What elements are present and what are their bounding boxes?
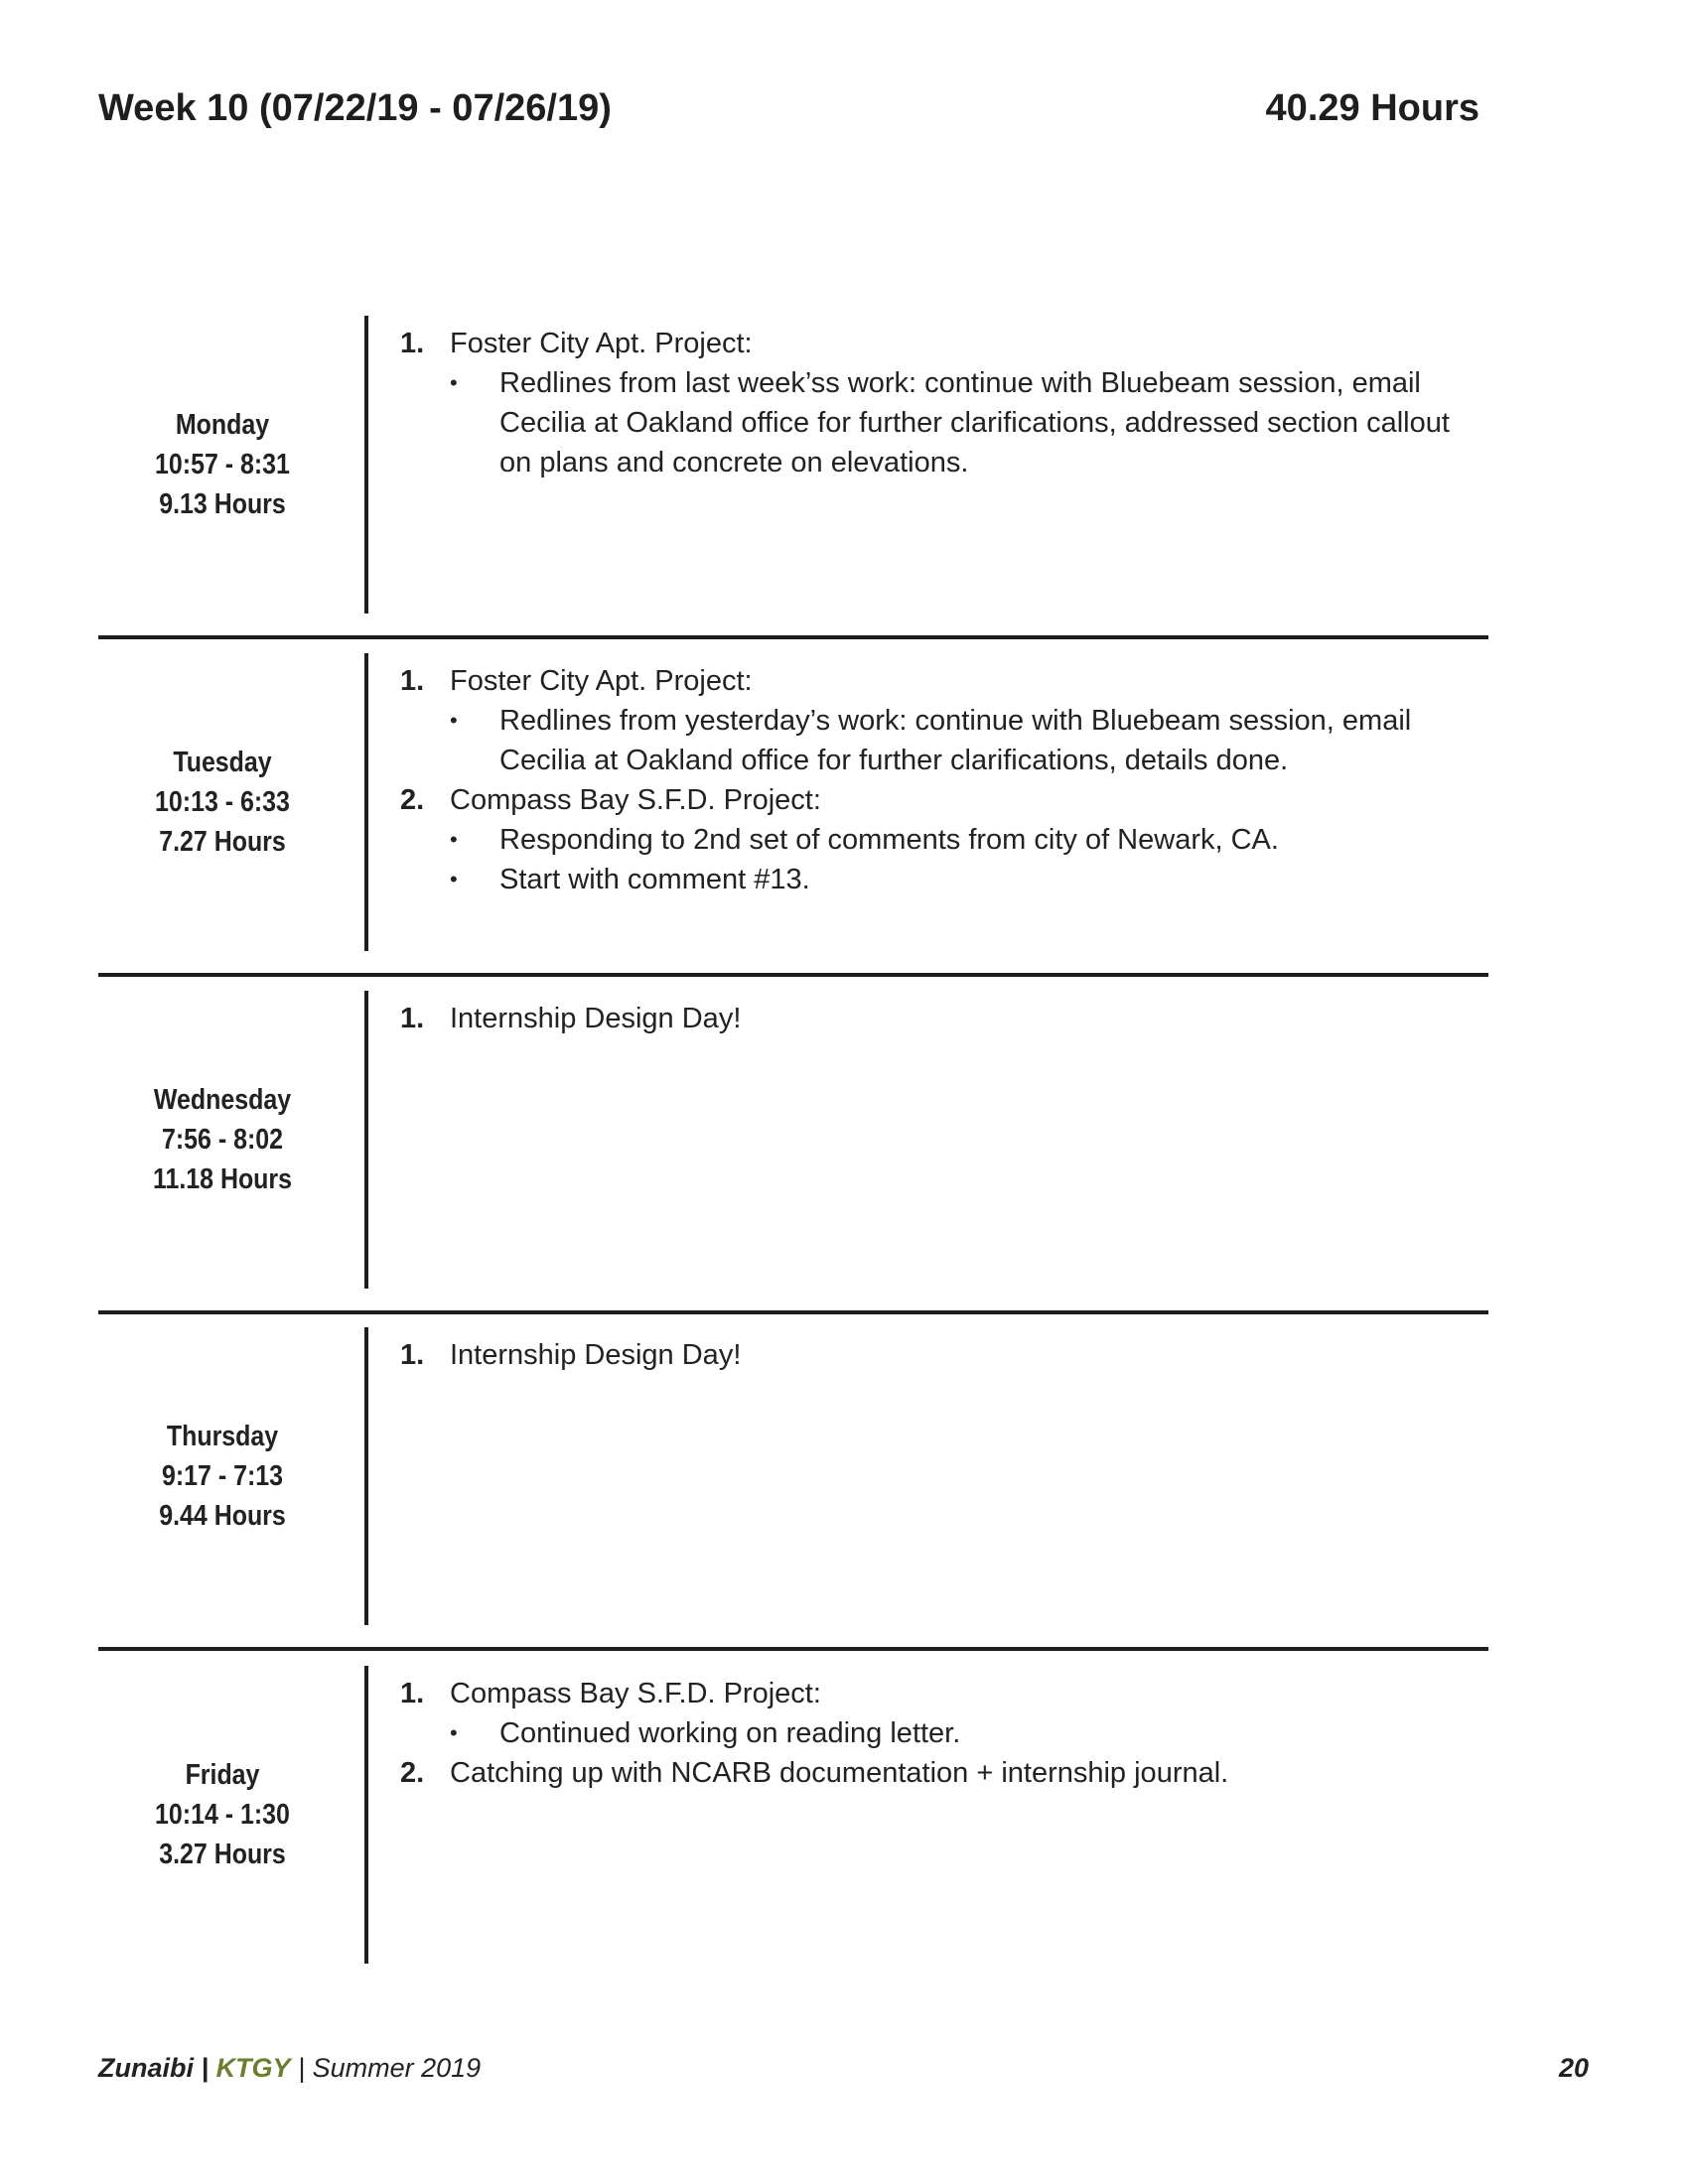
task-number: 1.	[400, 665, 425, 697]
footer-separator-1: |	[194, 2053, 216, 2083]
horizontal-divider	[98, 1647, 1488, 1651]
day-name: Tuesday	[173, 747, 272, 778]
bullet-dot-icon: •	[450, 867, 458, 891]
task-item	[400, 1674, 1453, 1713]
vertical-divider	[364, 316, 368, 614]
bullet-dot-icon: •	[450, 708, 458, 733]
task-text: Internship Design Day!	[450, 1003, 742, 1034]
task-number: 1.	[400, 328, 425, 359]
task-text: Compass Bay S.F.D. Project:	[450, 784, 821, 816]
bullet-text: Continued working on reading letter.	[499, 1717, 961, 1749]
bullet-dot-icon: •	[450, 1720, 458, 1745]
task-list	[400, 999, 1453, 1038]
task-item	[400, 661, 1453, 701]
day-time: 10:13 - 6:33	[155, 786, 290, 818]
footer	[98, 2053, 1588, 2084]
page-number: 20	[1558, 2053, 1589, 2083]
day-hours: 9.44 Hours	[159, 1500, 286, 1532]
task-text: Catching up with NCARB documentation + internship journal.	[450, 1757, 1229, 1789]
day-info	[116, 1327, 330, 1625]
task-list	[400, 661, 1453, 899]
day-info	[116, 1666, 330, 1964]
task-item	[400, 1753, 1453, 1793]
task-number: 2.	[400, 784, 425, 816]
day-block-thursday	[98, 1327, 1488, 1625]
task-bullet	[400, 1713, 1453, 1753]
horizontal-divider	[98, 635, 1488, 639]
task-number: 1.	[400, 1339, 425, 1371]
footer-author: Zunaibi	[98, 2053, 194, 2083]
horizontal-divider	[98, 973, 1488, 977]
footer-term: Summer 2019	[312, 2053, 482, 2083]
day-block-monday	[98, 316, 1488, 614]
day-time: 10:57 - 8:31	[155, 449, 290, 480]
horizontal-divider	[98, 1310, 1488, 1314]
task-bullet	[400, 820, 1453, 860]
task-bullet	[400, 363, 1453, 482]
total-hours: 40.29 Hours	[1265, 87, 1479, 129]
week-title: Week 10 (07/22/19 - 07/26/19)	[98, 87, 612, 129]
task-item	[400, 324, 1453, 363]
task-list	[400, 1335, 1453, 1375]
day-time: 10:14 - 1:30	[155, 1799, 290, 1831]
day-name: Monday	[175, 409, 270, 441]
task-text: Internship Design Day!	[450, 1339, 742, 1371]
day-block-friday	[98, 1666, 1488, 1964]
task-item	[400, 999, 1453, 1038]
vertical-divider	[364, 1327, 368, 1625]
day-hours: 11.18 Hours	[152, 1163, 293, 1195]
day-hours: 3.27 Hours	[159, 1839, 286, 1870]
vertical-divider	[364, 653, 368, 951]
day-info	[116, 653, 330, 951]
task-bullet	[400, 860, 1453, 899]
footer-brand: KTGY	[215, 2053, 291, 2083]
bullet-text: Start with comment #13.	[499, 864, 810, 895]
bullet-text: Redlines from yesterday’s work: continue with Bluebeam session, email Cecilia at Oakland office for further clarifications, details done.	[499, 705, 1412, 776]
day-block-tuesday	[98, 653, 1488, 951]
day-time: 7:56 - 8:02	[161, 1124, 283, 1156]
vertical-divider	[364, 991, 368, 1289]
bullet-dot-icon: •	[450, 370, 458, 395]
day-info	[116, 991, 330, 1289]
day-hours: 7.27 Hours	[159, 826, 286, 858]
day-name: Thursday	[166, 1421, 279, 1452]
day-name: Wednesday	[153, 1084, 292, 1116]
day-name: Friday	[185, 1759, 260, 1791]
day-info	[116, 316, 330, 614]
bullet-text: Responding to 2nd set of comments from city of Newark, CA.	[499, 824, 1279, 856]
page-header	[98, 87, 1479, 130]
task-list	[400, 1674, 1453, 1793]
task-bullet	[400, 701, 1453, 780]
task-text: Foster City Apt. Project:	[450, 665, 753, 697]
task-list	[400, 324, 1453, 482]
task-text: Foster City Apt. Project:	[450, 328, 753, 359]
bullet-dot-icon: •	[450, 827, 458, 852]
day-block-wednesday	[98, 991, 1488, 1289]
task-number: 1.	[400, 1003, 425, 1034]
task-item	[400, 1335, 1453, 1375]
task-text: Compass Bay S.F.D. Project:	[450, 1678, 821, 1709]
day-hours: 9.13 Hours	[159, 488, 286, 520]
footer-separator-2: |	[290, 2053, 313, 2083]
task-number: 2.	[400, 1757, 425, 1789]
task-number: 1.	[400, 1678, 425, 1709]
task-item	[400, 780, 1453, 820]
day-time: 9:17 - 7:13	[161, 1460, 283, 1492]
bullet-text: Redlines from last week’ss work: continue with Bluebeam session, email Cecilia at Oakland office for further clarifications, addressed section callout on plans and concrete on elevations.	[499, 367, 1450, 478]
vertical-divider	[364, 1666, 368, 1964]
